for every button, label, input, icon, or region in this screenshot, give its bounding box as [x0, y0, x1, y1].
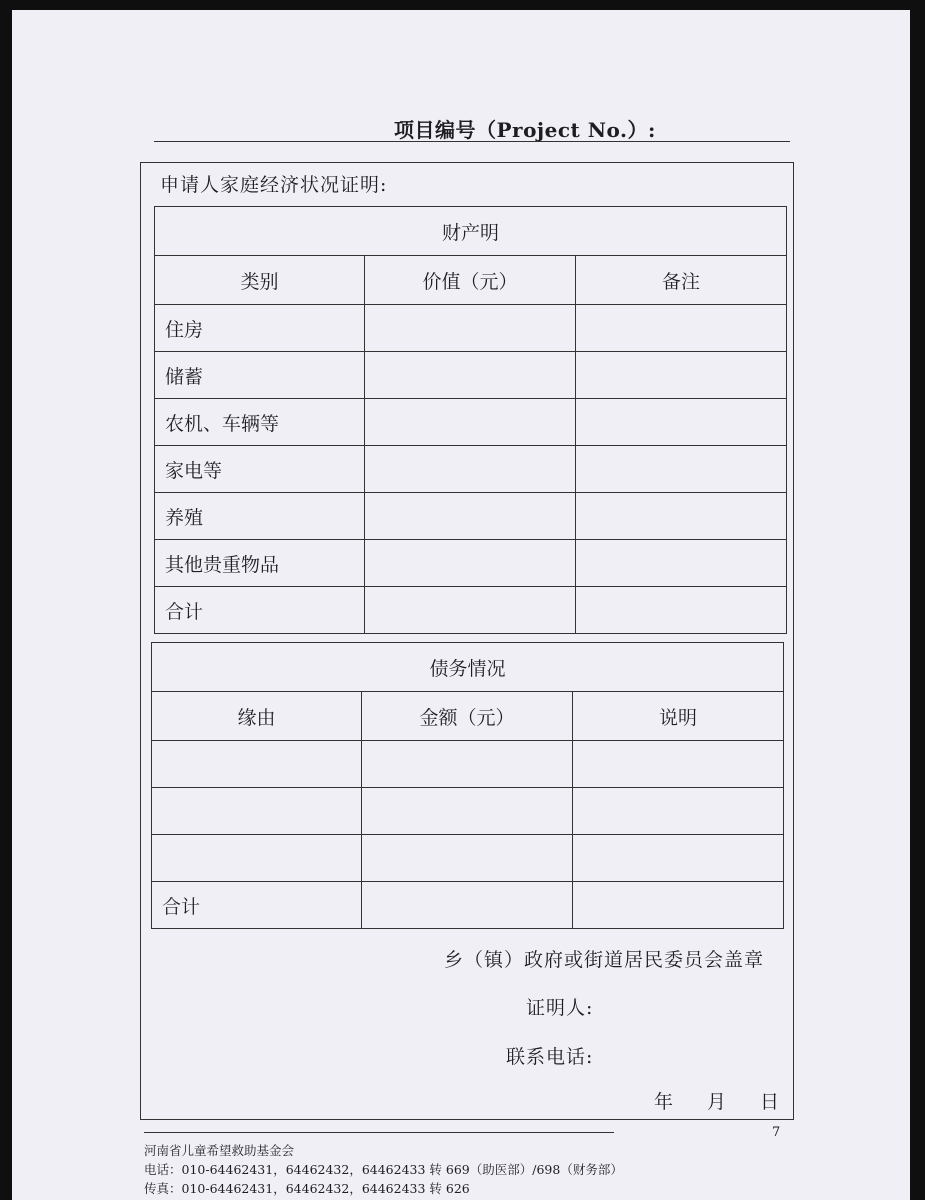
debt-amount-cell[interactable]	[362, 788, 573, 835]
debts-table	[151, 642, 784, 929]
asset-value-cell[interactable]	[365, 493, 576, 540]
asset-note-cell[interactable]	[576, 493, 787, 540]
table-row	[155, 352, 787, 399]
certifier-label: 证明人:	[526, 997, 594, 1019]
project-number-label: 项目编号（Project No.）:	[394, 118, 656, 142]
document-page	[12, 10, 910, 1200]
asset-value-cell[interactable]	[365, 446, 576, 493]
debts-col-explanation: 说明	[573, 692, 784, 741]
debt-reason-cell[interactable]	[152, 835, 362, 882]
asset-note-cell[interactable]	[576, 587, 787, 634]
year-label: 年	[654, 1091, 674, 1113]
debt-total-label: 合计	[152, 882, 362, 929]
asset-total-label: 合计	[155, 587, 365, 634]
assets-col-value: 价值（元）	[365, 256, 576, 305]
asset-category: 养殖	[155, 493, 365, 540]
footer-phone: 电话：010-64462431，64462432，64462433 转 669（助医部）/698（财务部）	[144, 1162, 623, 1177]
debt-explanation-cell[interactable]	[573, 741, 784, 788]
debts-title: 债务情况	[152, 643, 784, 692]
page-number: 7	[772, 1125, 781, 1140]
table-row	[155, 399, 787, 446]
asset-category: 住房	[155, 305, 365, 352]
asset-value-cell[interactable]	[365, 540, 576, 587]
debt-reason-cell[interactable]	[152, 741, 362, 788]
debt-amount-cell[interactable]	[362, 882, 573, 929]
asset-category: 家电等	[155, 446, 365, 493]
table-row	[152, 835, 784, 882]
asset-note-cell[interactable]	[576, 446, 787, 493]
table-row	[155, 305, 787, 352]
debt-explanation-cell[interactable]	[573, 882, 784, 929]
table-row	[152, 788, 784, 835]
assets-table	[154, 206, 787, 634]
asset-category: 其他贵重物品	[155, 540, 365, 587]
debt-amount-cell[interactable]	[362, 741, 573, 788]
footer	[144, 1141, 623, 1198]
table-row	[155, 540, 787, 587]
asset-value-cell[interactable]	[365, 305, 576, 352]
asset-note-cell[interactable]	[576, 540, 787, 587]
table-row	[155, 493, 787, 540]
debt-explanation-cell[interactable]	[573, 835, 784, 882]
assets-col-category: 类别	[155, 256, 365, 305]
asset-value-cell[interactable]	[365, 399, 576, 446]
day-label: 日	[760, 1091, 780, 1113]
asset-note-cell[interactable]	[576, 352, 787, 399]
month-label: 月	[707, 1091, 727, 1113]
asset-category: 储蓄	[155, 352, 365, 399]
header-divider	[154, 141, 790, 142]
debts-col-amount: 金额（元）	[362, 692, 573, 741]
asset-note-cell[interactable]	[576, 399, 787, 446]
asset-note-cell[interactable]	[576, 305, 787, 352]
table-row	[152, 882, 784, 929]
assets-col-note: 备注	[576, 256, 787, 305]
table-row	[155, 587, 787, 634]
footer-divider	[144, 1132, 614, 1133]
footer-fax: 传真：010-64462431，64462432，64462433 转 626	[144, 1181, 470, 1196]
stamp-label: 乡（镇）政府或街道居民委员会盖章	[444, 949, 765, 971]
table-row	[152, 741, 784, 788]
contact-phone-label: 联系电话:	[506, 1046, 594, 1068]
date-line	[654, 1087, 779, 1114]
asset-value-cell[interactable]	[365, 587, 576, 634]
section-title: 申请人家庭经济状况证明:	[160, 174, 388, 196]
debt-amount-cell[interactable]	[362, 835, 573, 882]
assets-title: 财产明	[155, 207, 787, 256]
debts-col-reason: 缘由	[152, 692, 362, 741]
asset-value-cell[interactable]	[365, 352, 576, 399]
table-row	[155, 446, 787, 493]
footer-organization: 河南省儿童希望救助基金会	[144, 1143, 295, 1158]
debt-reason-cell[interactable]	[152, 788, 362, 835]
debt-explanation-cell[interactable]	[573, 788, 784, 835]
asset-category: 农机、车辆等	[155, 399, 365, 446]
